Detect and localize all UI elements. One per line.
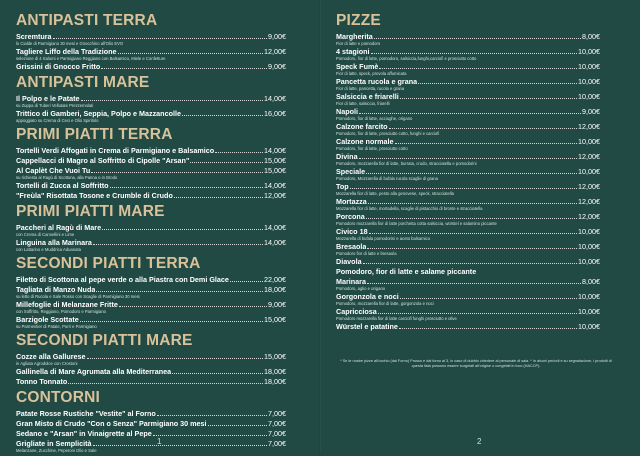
menu-item-name: Tortelli Verdi Affogati in Crema di Parmigiano e Balsamico [16, 146, 215, 155]
menu-item [336, 92, 600, 106]
menu-item-name: Tonno Tonnato [16, 377, 68, 386]
dot-leader [350, 188, 577, 189]
dot-leader [190, 162, 263, 163]
menu-item-name: Civico 18 [336, 227, 368, 236]
dot-leader [80, 321, 263, 322]
menu-item [336, 167, 600, 181]
menu-item-price: 10,00€ [578, 77, 600, 86]
menu-item-price: 14,00€ [264, 181, 286, 190]
menu-item [336, 182, 600, 196]
menu-item-price: 10,00€ [578, 257, 600, 266]
menu-item-price: 10,00€ [578, 92, 600, 101]
menu-item-price: 8,00€ [582, 277, 600, 286]
dot-leader [174, 197, 263, 198]
dot-leader [118, 53, 264, 54]
menu-item [16, 94, 286, 108]
menu-item-price: 12,00€ [578, 212, 600, 221]
dot-leader [369, 233, 577, 234]
menu-item-description: Fior di latte, pancetta, rucola e grana [336, 86, 405, 91]
menu-item [16, 285, 286, 299]
dot-leader [93, 445, 268, 446]
menu-item-name: Al Caplèt Che Vuoi Tu [16, 166, 91, 175]
menu-item-name: Speciale [336, 167, 366, 176]
menu-item [336, 137, 600, 151]
menu-item [336, 47, 600, 61]
dot-leader [101, 68, 267, 69]
menu-item [16, 315, 286, 329]
section-title-contorni: CONTORNI [16, 389, 100, 406]
menu-footnote: * Se le nostre pizze all'occhio (dal Forno) Prusso e dal forno ai 3, in caso di dubbio chiedere al personale di sala. * In alcuni periodi e su segnalazione, i prodotti di questa lista possono essere surgelati all'origine o congelati in loco (HACCP). [340, 359, 612, 368]
menu-item [16, 352, 286, 366]
menu-item-name: Millefoglie di Melanzane Fritte [16, 300, 118, 309]
menu-item-price: 12,00€ [264, 47, 286, 56]
dot-leader [110, 187, 264, 188]
menu-item-description: su Parmentier di Patate, Porri e Parmigiano [16, 324, 97, 329]
dot-leader [53, 38, 267, 39]
menu-item-name: Gorgonzola e noci [336, 292, 399, 301]
menu-item-price: 10,00€ [578, 62, 600, 71]
dot-leader [102, 229, 263, 230]
menu-item-description: Fior di latte, salsiccia, friarelli [336, 101, 390, 106]
menu-page-right [320, 0, 640, 453]
menu-item [336, 292, 600, 306]
menu-item-description: Pomodoro, fior di latte, prosciutto cotto [336, 146, 408, 151]
menu-item-name: Bresaola [336, 242, 367, 251]
menu-item-name: Paccheri al Ragù di Mare [16, 223, 102, 232]
menu-item-name: Calzone normale [336, 137, 394, 146]
menu-item-description: con Lattarino e Muddrica Aduanata [16, 247, 81, 252]
dot-leader [374, 38, 581, 39]
menu-item-price: 10,00€ [578, 227, 600, 236]
menu-item [336, 77, 600, 91]
section-title-pizze: PIZZE [336, 12, 381, 29]
menu-item-price: 12,00€ [578, 197, 600, 206]
dot-leader [96, 291, 263, 292]
menu-item-description: Pomodoro, mozzarella fior di latte, burrata, crudo, stracciatella e pomodorini [336, 161, 477, 166]
menu-item-description: lo Cialde di Parmigiano 30 mesi e Gnocchino all'Olio EVO [16, 41, 124, 46]
dot-leader [371, 53, 577, 54]
menu-item-name: Top [336, 182, 349, 191]
menu-item-description: Pomodoro, fior di latte, acciughe, origano [336, 116, 413, 121]
dot-leader [418, 83, 577, 84]
menu-item-description: Pomodoro, Mozzarella di bufala rucola scaglie di grana [336, 176, 438, 181]
menu-page-left [0, 0, 320, 453]
menu-item-name: Linguina alla Marinara [16, 238, 92, 247]
menu-item-description: Fior di latte, speck, provola affumicata [336, 71, 407, 76]
menu-item [16, 275, 286, 284]
menu-item-price: 7,00€ [268, 409, 286, 418]
dot-leader [367, 283, 581, 284]
dot-leader [68, 383, 263, 384]
menu-item [336, 257, 600, 266]
menu-item-price: 10,00€ [578, 167, 600, 176]
menu-item-name: Il Polpo e le Patate [16, 94, 80, 103]
menu-item [16, 181, 286, 190]
menu-item-name: 4 stagioni [336, 47, 370, 56]
menu-item-name: Pomodoro, fior di latte e salame piccante [336, 267, 477, 276]
menu-item [16, 191, 286, 200]
menu-item [16, 166, 286, 180]
menu-item [16, 62, 286, 71]
menu-item-price: 16,00€ [264, 109, 286, 118]
menu-item-price: 9,00€ [268, 300, 286, 309]
menu-item-description: Melanzane, Zucchine, Peperoni Olio e Sale [16, 448, 97, 453]
dot-leader [215, 152, 263, 153]
menu-item-name: Porcona [336, 212, 365, 221]
menu-item-name: Marinara [336, 277, 366, 286]
menu-item [336, 267, 600, 276]
menu-item-name: Trittico di Gamberi, Seppia, Polpo e Mazzancolle [16, 109, 181, 118]
menu-item-price: 9,00€ [268, 62, 286, 71]
menu-item-name: Grigliate in Semplicità [16, 439, 92, 448]
menu-item-price: 14,00€ [264, 146, 286, 155]
menu-item-price: 10,00€ [578, 322, 600, 331]
menu-item-name: Tagliata di Manzo Nuda [16, 285, 96, 294]
menu-item-price: 15,00€ [264, 315, 286, 324]
menu-item [336, 212, 600, 226]
menu-item-name: Würstel e patatine [336, 322, 398, 331]
menu-item-name: Margherita [336, 32, 373, 41]
menu-item-name: Tagliere Liffo della Tradizione [16, 47, 117, 56]
menu-item [16, 156, 286, 165]
menu-item-description: su richiesta al Ragù di Scottona, alla Panna o in Brodo [16, 175, 118, 180]
menu-item-price: 7,00€ [268, 439, 286, 448]
dot-leader [93, 244, 263, 245]
menu-item [16, 419, 286, 428]
menu-item-name: Cappellacci di Magro al Soffritto di Cipolle "Arsan" [16, 156, 190, 165]
dot-leader [378, 313, 577, 314]
menu-item-description: selezione di 4 Salumi e Parmigiano Reggiano con Balsamico, Miele e Confetture [16, 56, 166, 61]
menu-item [336, 277, 600, 291]
menu-item-description: con Crema di Cannellini e Lime [16, 232, 75, 237]
menu-item-price: 10,00€ [578, 137, 600, 146]
menu-item [336, 197, 600, 211]
menu-item-description: Mozzarella di bufala pomodorini e aceto balsamico [336, 236, 431, 241]
menu-item [16, 409, 286, 418]
menu-item-description: Mozzarella fior di latte, pesto alla genovese, speck, stracciatella [336, 191, 455, 196]
menu-item-name: Pancetta rucola e grana [336, 77, 418, 86]
menu-item [336, 227, 600, 241]
menu-item-name: Diavola [336, 257, 362, 266]
dot-leader [395, 143, 578, 144]
dot-leader [182, 115, 263, 116]
menu-item-description: Pomodoro, aglio e origano [336, 286, 386, 291]
menu-item-price: 9,00€ [582, 107, 600, 116]
dot-leader [119, 306, 267, 307]
dot-leader [399, 328, 577, 329]
menu-item-description: Pomodoro, mozzarella fior di latte, gorgonzola e noci [336, 301, 434, 306]
section-title-secondi-piatti-mare: SECONDI PIATTI MARE [16, 332, 193, 349]
dot-leader [389, 128, 577, 129]
menu-item [16, 300, 286, 314]
dot-leader [367, 248, 577, 249]
menu-item [16, 429, 286, 438]
menu-item-name: Filetto di Scottona al pepe verde o alla Piastra con Demi Glace [16, 275, 229, 284]
menu-item-name: Calzone farcito [336, 122, 388, 131]
menu-item-price: 18,00€ [264, 367, 286, 376]
dot-leader [359, 158, 577, 159]
menu-item-price: 10,00€ [578, 242, 600, 251]
menu-item-price: 9,00€ [268, 32, 286, 41]
menu-item-price: 8,00€ [582, 32, 600, 41]
dot-leader [366, 173, 577, 174]
menu-item-price: 12,00€ [578, 152, 600, 161]
menu-item-price: 10,00€ [578, 47, 600, 56]
dot-leader [153, 435, 267, 436]
section-title-antipasti-terra: ANTIPASTI TERRA [16, 12, 158, 29]
menu-item-price: 7,00€ [268, 419, 286, 428]
section-title-primi-piatti-terra: PRIMI PIATTI TERRA [16, 126, 173, 143]
menu-item-price: 14,00€ [264, 238, 286, 247]
menu-item-price: 14,00€ [264, 223, 286, 232]
menu-item-name: Gallinella di Mare Agrumata alla Mediterranea [16, 367, 172, 376]
menu-item [16, 32, 286, 46]
section-title-secondi-piatti-terra: SECONDI PIATTI TERRA [16, 255, 201, 272]
menu-item-price: 10,00€ [578, 292, 600, 301]
menu-item-description: Pomodoro mozzarella fior di latte porchetta cotta salsiccia, würstel e salamino piccante [336, 221, 497, 226]
menu-item [16, 238, 286, 252]
dot-leader [400, 298, 577, 299]
dot-leader [366, 218, 577, 219]
menu-item [16, 367, 286, 376]
menu-item-price: 15,00€ [264, 156, 286, 165]
page-number-right: 2 [477, 437, 482, 446]
dot-leader [81, 100, 264, 101]
menu-item [16, 223, 286, 237]
menu-item-description: su Zuppa di Tuberi Vellutate Prezzemolati [16, 103, 94, 108]
dot-leader [87, 358, 264, 359]
section-title-primi-piatti-mare: PRIMI PIATTI MARE [16, 203, 165, 220]
menu-item-description: Mozzarella fior di latte, mortadella, scaglie di pistacchio di bronte e stracciatella [336, 206, 483, 211]
dot-leader [368, 203, 577, 204]
page-number-left: 1 [157, 437, 162, 446]
menu-item [336, 152, 600, 166]
menu-item-name: Patate Rosse Rustiche "Vestite" al Forno [16, 409, 156, 418]
menu-item [336, 307, 600, 321]
menu-item-price: 12,00€ [578, 122, 600, 131]
menu-item [336, 322, 600, 331]
section-title-antipasti-mare: ANTIPASTI MARE [16, 74, 150, 91]
menu-item [16, 146, 286, 155]
menu-item-name: Sedano e "Arsan" in Vinaigrette al Pepe [16, 429, 152, 438]
dot-leader [400, 98, 577, 99]
menu-item [16, 439, 286, 453]
menu-item-description: Pomodoro, fior di latte, prosciutto cotto, funghi e carciofi [336, 131, 440, 136]
dot-leader [230, 281, 263, 282]
menu-item-name: Grissini di Gnocco Fritto [16, 62, 101, 71]
menu-item-description: Pomodoro fior di latte e bresaola [336, 251, 397, 256]
menu-item [336, 32, 600, 46]
menu-item [16, 47, 286, 61]
menu-item [16, 377, 286, 386]
menu-item-description: Pomodoro, fior di latte, pomodoro, salsiccia,funghi,carciofi e prosciutto cotto [336, 56, 477, 61]
menu-item-price: 7,00€ [268, 429, 286, 438]
menu-item [16, 109, 286, 123]
menu-item [336, 122, 600, 136]
menu-item-description: con Soffritto, Reggiano, Pomodoro e Parmigiano [16, 309, 107, 314]
menu-item-description: in Agliata Agrodolce con Crostoni [16, 361, 78, 366]
menu-item-name: Napoli [336, 107, 358, 116]
menu-item-name: "Freùla" Risottata Tosone e Crumble di Crudo [16, 191, 173, 200]
menu-item-description: Fior di latte e pomodoro [336, 41, 381, 46]
menu-item-description: appoggiato su Crema di Ceci e Olio Spiritolo [16, 118, 99, 123]
menu-item-name: Scremtura [16, 32, 52, 41]
menu-item-description: su letto di Rucola e Sale Rosso con Scaglie di Parmigiano 30 mesi [16, 294, 140, 299]
menu-item-name: Mortazza [336, 197, 367, 206]
dot-leader [379, 68, 577, 69]
menu-item-name: Divina [336, 152, 358, 161]
menu-item [336, 62, 600, 76]
menu-item-price: 10,00€ [578, 307, 600, 316]
dot-leader [172, 373, 263, 374]
menu-item-name: Salsiccia e friarelli [336, 92, 399, 101]
menu-item-price: 14,00€ [264, 94, 286, 103]
dot-leader [208, 425, 267, 426]
menu-item-name: Gran Misto di Crudo "Con o Senza" Parmigiano 30 mesi [16, 419, 207, 428]
menu-item [336, 242, 600, 256]
menu-item [336, 107, 600, 121]
dot-leader [363, 263, 577, 264]
menu-item-name: Tortelli di Zucca al Soffritto [16, 181, 109, 190]
menu-item-price: 12,00€ [578, 182, 600, 191]
menu-item-price: 12,00€ [264, 191, 286, 200]
menu-item-name: Barzigole Scottate [16, 315, 79, 324]
dot-leader [157, 415, 267, 416]
menu-item-price: 15,00€ [264, 352, 286, 361]
menu-item-price: 18,00€ [264, 377, 286, 386]
dot-leader [91, 172, 263, 173]
menu-item-price: 22,00€ [264, 275, 286, 284]
dot-leader [359, 113, 581, 114]
menu-item-name: Cozze alla Gallurese [16, 352, 86, 361]
menu-item-price: 18,00€ [264, 285, 286, 294]
menu-item-description: Pomodoro mozzarella fior di latte carciofi funghi prosciutto e olive [336, 316, 457, 321]
menu-item-name: Speck Fumè [336, 62, 379, 71]
menu-item-price: 15,00€ [264, 166, 286, 175]
menu-item-name: Capricciosa [336, 307, 377, 316]
